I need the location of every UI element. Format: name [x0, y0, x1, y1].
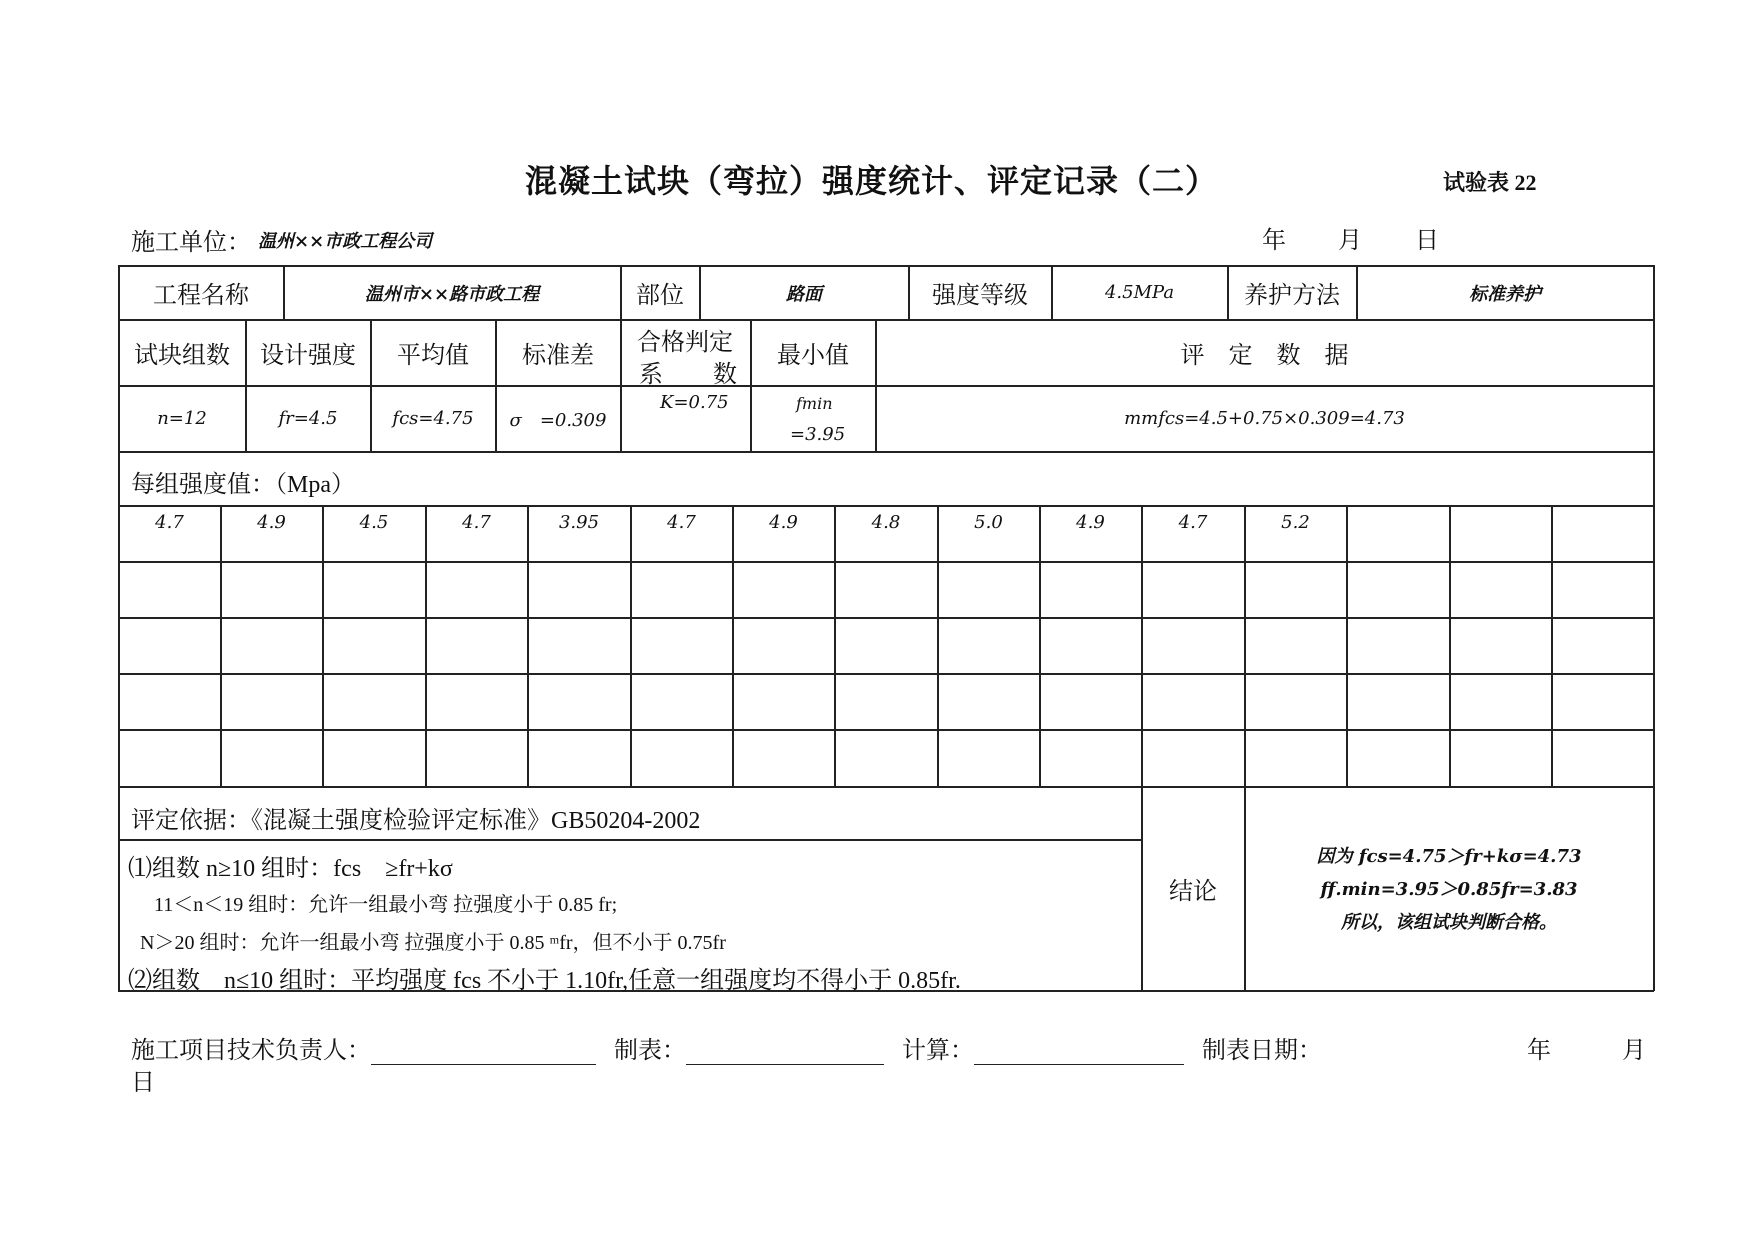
conclusion-line3: 所以，该组试块判断合格。	[1341, 912, 1557, 933]
value-mean: fcs=4.75	[392, 408, 474, 429]
footer-day: 日	[131, 1070, 155, 1096]
value-design-strength: fr=4.5	[278, 408, 338, 429]
basis-line1: ⑴组数 n≥10 组时：fcs ≥fr+kσ	[128, 856, 453, 882]
value-min-line1: fmin	[796, 394, 833, 413]
footer-signatures	[131, 1030, 1322, 1065]
group-value-cell: 4.9	[257, 512, 286, 533]
maker-label: 制表：	[614, 1038, 686, 1064]
maker-field[interactable]	[686, 1040, 884, 1065]
header-day: 日	[1415, 228, 1439, 254]
strength-grade-label: 强度等级	[932, 283, 1028, 309]
curing-method-value: 标准养护	[1469, 283, 1541, 305]
header-groups: 试块组数	[134, 343, 230, 369]
footer-year: 年	[1527, 1038, 1551, 1064]
part-label: 部位	[636, 283, 684, 309]
group-values-label: 每组强度值：（Mpa）	[131, 472, 355, 498]
basis-line2: 11＜n＜19 组时：允许一组最小弯 拉强度小于 0.85 fr;	[154, 894, 618, 916]
basis-label: 评定依据：《混凝土强度检验评定标准》GB50204-2002	[131, 808, 701, 834]
header-coefficient-line1: 合格判定	[637, 330, 733, 356]
group-value-cell: 4.9	[769, 512, 798, 533]
group-value-cell: 4.7	[155, 512, 184, 533]
group-value-cell: 5.2	[1281, 512, 1310, 533]
group-value-cell: 3.95	[558, 512, 600, 533]
project-name-value: 温州市××路市政工程	[364, 283, 540, 305]
value-groups: n=12	[157, 408, 207, 429]
date-label: 制表日期：	[1202, 1038, 1322, 1064]
group-value-cell: 4.7	[1178, 512, 1208, 533]
basis-line4: ⑵组数 n≤10 组时：平均强度 fcs 不小于 1.10fr,任意一组强度均不得小于 0.85fr.	[128, 968, 961, 994]
construction-unit-value: 温州××市政工程公司	[258, 231, 433, 252]
header-min: 最小值	[777, 343, 849, 369]
value-eval-data: mmfcs=4.5+0.75×0.309=4.73	[1124, 408, 1405, 429]
part-value: 路面	[786, 283, 822, 305]
header-design-strength: 设计强度	[260, 343, 356, 369]
construction-unit-label: 施工单位：	[131, 230, 251, 256]
basis-line3: N＞20 组时：允许一组最小弯 拉强度小于 0.85 ᵐfr，但不小于 0.75fr	[140, 932, 726, 954]
header-eval-data: 评 定 数 据	[1180, 343, 1349, 369]
header-mean: 平均值	[397, 343, 469, 369]
group-value-cell: 4.5	[359, 512, 389, 533]
group-value-cell: 5.0	[974, 512, 1003, 533]
calc-field[interactable]	[974, 1040, 1184, 1065]
header-coefficient-line2a: 系	[639, 362, 663, 388]
curing-method-label: 养护方法	[1244, 283, 1340, 309]
conclusion-line2: ff.min=3.95＞0.85fr=3.83	[1320, 879, 1578, 900]
header-coefficient-line2b: 数	[713, 362, 737, 388]
value-min-line2: =3.95	[790, 424, 846, 445]
conclusion-label: 结论	[1169, 879, 1217, 905]
footer-month: 月	[1622, 1038, 1646, 1064]
group-value-cell: 4.7	[667, 512, 696, 533]
tech-lead-field[interactable]	[371, 1040, 596, 1065]
form-number: 试验表 22	[1443, 170, 1537, 195]
value-coefficient: K=0.75	[660, 392, 729, 413]
value-std-dev: σ =0.309	[509, 409, 607, 431]
conclusion-line1: 因为 fcs=4.75＞fr+kσ=4.73	[1316, 846, 1582, 867]
header-year: 年	[1262, 228, 1286, 254]
project-name-label: 工程名称	[153, 283, 249, 309]
header-std-dev: 标准差	[522, 343, 594, 369]
header-month: 月	[1338, 228, 1362, 254]
page-title: 混凝土试块（弯拉）强度统计、评定记录（二）	[525, 163, 1219, 199]
group-value-cell: 4.8	[871, 512, 901, 533]
tech-lead-label: 施工项目技术负责人：	[131, 1038, 371, 1064]
group-value-cell: 4.7	[462, 512, 491, 533]
group-value-cell: 4.9	[1076, 512, 1105, 533]
calc-label: 计算：	[902, 1038, 974, 1064]
strength-grade-value: 4.5MPa	[1104, 282, 1175, 303]
